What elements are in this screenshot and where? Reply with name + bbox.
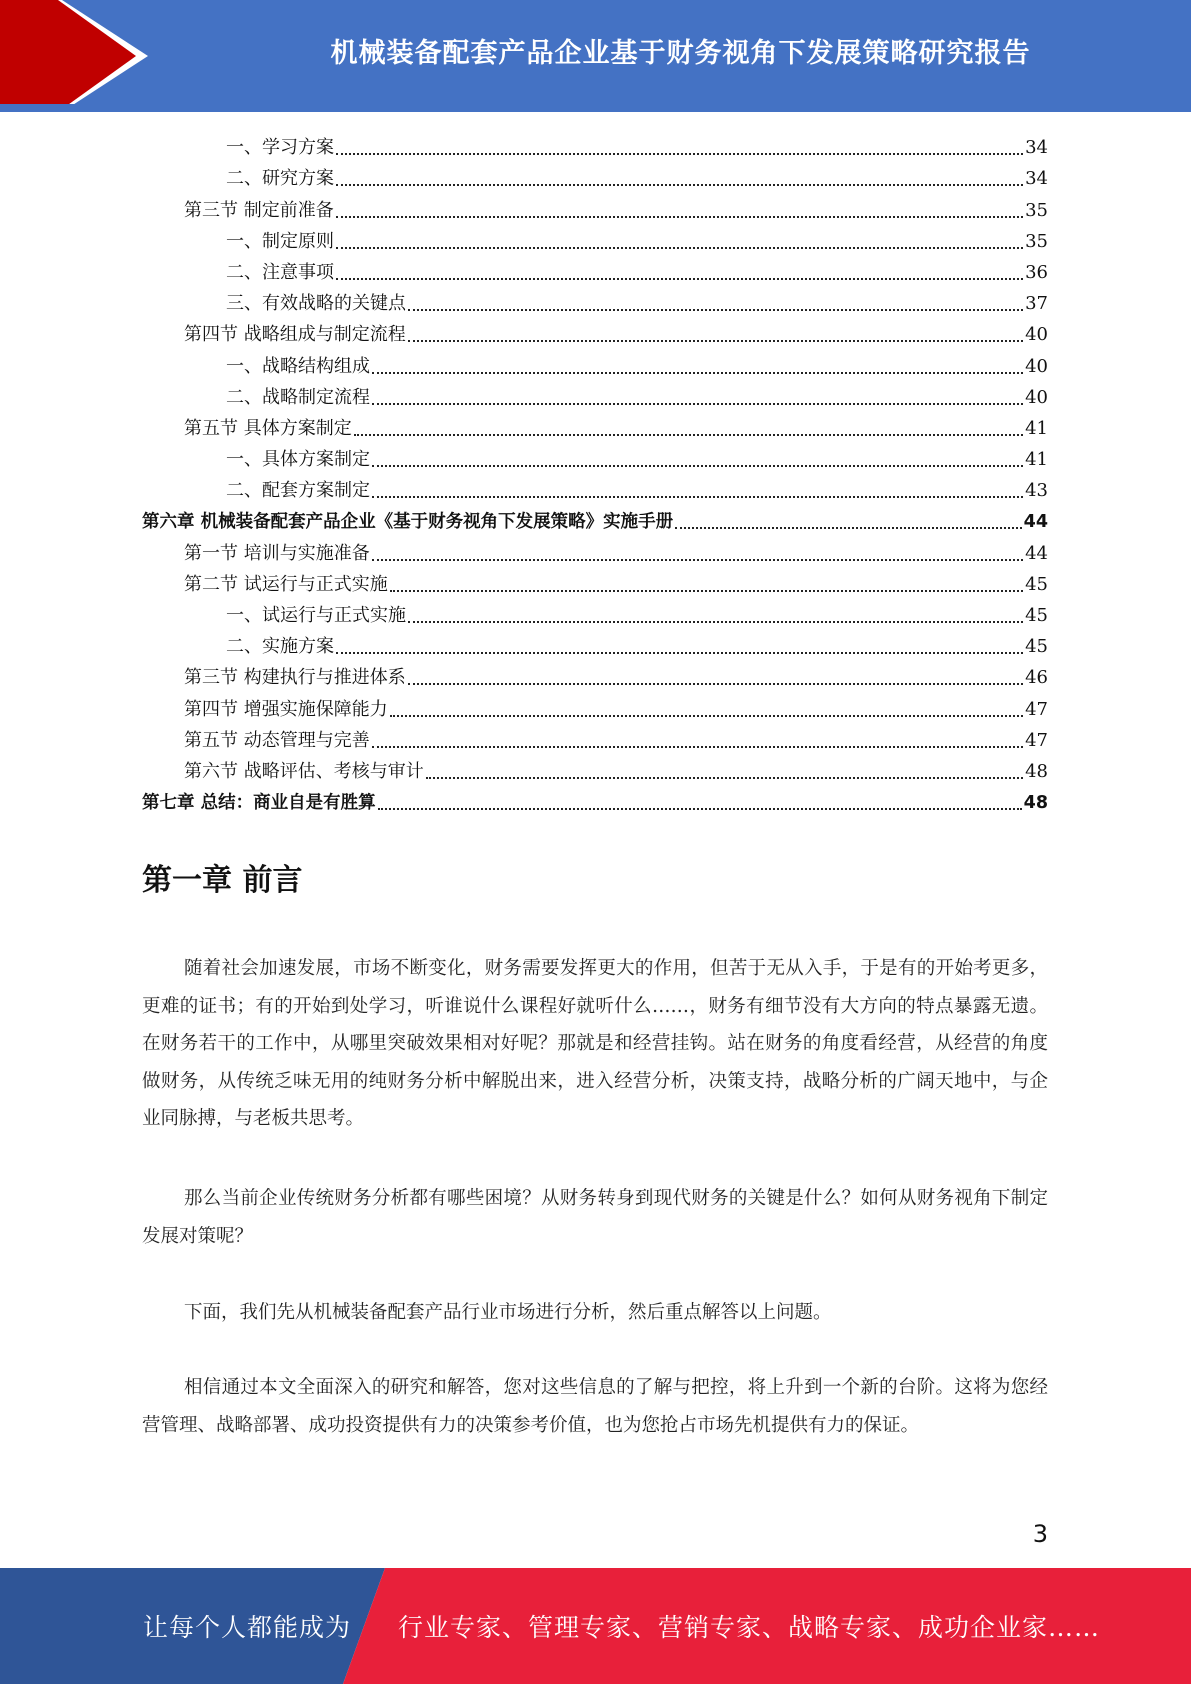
toc-dot-leader [426,777,1023,779]
header-title: 机械装备配套产品企业基于财务视角下发展策略研究报告 [330,37,1031,69]
toc-dot-leader [372,403,1023,405]
toc-entry-title: 一、制定原则 [226,230,334,252]
toc-entry-page: 47 [1025,729,1048,751]
header-banner [0,0,1191,112]
toc-entry-page: 36 [1025,261,1048,283]
footer-banner [0,1568,1191,1684]
body-paragraph: 下面，我们先从机械装备配套产品行业市场进行分析，然后重点解答以上问题。 [184,1302,832,1323]
toc-dot-leader [336,216,1023,218]
toc-entry-title: 第一节 培训与实施准备 [184,542,370,564]
toc-entry[interactable] [142,315,1048,346]
footer-slogan-right: 行业专家、管理专家、营销专家、战略专家、成功企业家…… [398,1613,1101,1642]
toc-entry-title: 二、注意事项 [226,261,334,283]
toc-entry[interactable] [142,689,1048,720]
toc-entry[interactable] [142,471,1048,502]
toc-entry-title: 二、战略制定流程 [226,386,370,408]
body-paragraph: 随着社会加速发展，市场不断变化，财务需要发挥更大的作用，但苦于无从入手，于是有的开始考更多，更难的证书；有的开始到处学习，听谁说什么课程好就听什么……，财务有细节没有大方向的特点暴露无遗。在财务若干的工作中，从哪里突破效果相对好呢？那就是和经营挂钩。站在财务的角度看经营，从经营的角度做财务，从传统乏味无用的纯财务分析中解脱出来，进入经营分析，决策支持，战略分析的广阔天地中，与企业同脉搏，与老板共思考。 [142,958,1048,1129]
toc-entry-page: 41 [1025,417,1048,439]
toc-entry[interactable] [142,627,1048,658]
toc-entry-title: 第四节 增强实施保障能力 [184,698,388,720]
toc-entry-page: 40 [1025,324,1048,346]
toc-dot-leader [336,153,1023,155]
toc-entry[interactable] [142,159,1048,190]
toc-entry-title: 第六节 战略评估、考核与审计 [184,760,424,782]
toc-entry[interactable] [142,346,1048,377]
toc-dot-leader [408,309,1023,311]
toc-entry-title: 第六章 机械装备配套产品企业《基于财务视角下发展策略》实施手册 [142,512,674,533]
toc-entry[interactable] [142,378,1048,409]
table-of-contents [142,128,1048,814]
page-number: 3 [1032,1520,1048,1548]
toc-entry-title: 一、学习方案 [226,137,334,159]
body-paragraph: 那么当前企业传统财务分析都有哪些困境？从财务转身到现代财务的关键是什么？如何从财务视角下制定发展对策呢？ [142,1188,1048,1247]
toc-entry-page: 45 [1025,573,1048,595]
toc-entry-title: 二、研究方案 [226,168,334,190]
toc-dot-leader [354,434,1023,436]
toc-entry[interactable] [142,721,1048,752]
toc-entry-page: 40 [1025,355,1048,377]
toc-entry-title: 第五节 动态管理与完善 [184,729,370,751]
toc-entry[interactable] [142,783,1048,814]
toc-entry[interactable] [142,502,1048,533]
toc-entry[interactable] [142,222,1048,253]
toc-entry[interactable] [142,596,1048,627]
toc-dot-leader [390,715,1023,717]
toc-entry-page: 41 [1025,449,1048,471]
toc-entry-page: 35 [1025,230,1048,252]
toc-dot-leader [675,527,1022,529]
header-chevron-icon [0,0,160,112]
toc-entry-title: 第四节 战略组成与制定流程 [184,324,406,346]
toc-entry-page: 46 [1025,667,1048,689]
toc-dot-leader [336,247,1023,249]
toc-entry-page: 44 [1023,512,1048,533]
toc-entry[interactable] [142,565,1048,596]
toc-entry-page: 45 [1025,636,1048,658]
toc-entry-title: 二、配套方案制定 [226,480,370,502]
toc-entry-page: 37 [1025,293,1048,315]
toc-entry-page: 43 [1025,480,1048,502]
toc-entry-page: 45 [1025,605,1048,626]
toc-entry-title: 第三节 制定前准备 [184,199,334,221]
body-paragraph: 相信通过本文全面深入的研究和解答，您对这些信息的了解与把控，将上升到一个新的台阶。这将为您经营管理、战略部署、成功投资提供有力的决策参考价值，也为您抢占市场先机提供有力的保证。 [142,1377,1048,1436]
toc-dot-leader [336,278,1023,280]
toc-entry-title: 第二节 试运行与正式实施 [184,573,388,595]
toc-entry-page: 34 [1025,137,1048,159]
toc-dot-leader [378,808,1022,810]
toc-entry-page: 47 [1025,698,1048,720]
toc-entry-page: 44 [1025,542,1048,564]
toc-entry-title: 一、具体方案制定 [226,449,370,471]
toc-entry[interactable] [142,190,1048,221]
toc-dot-leader [372,372,1023,374]
toc-entry[interactable] [142,128,1048,159]
toc-entry[interactable] [142,752,1048,783]
toc-dot-leader [372,465,1023,467]
toc-entry[interactable] [142,533,1048,564]
toc-entry-title: 三、有效战略的关键点 [226,293,406,315]
toc-entry[interactable] [142,284,1048,315]
chapter-title: 第一章 前言 [142,863,303,898]
footer-slogan-left: 让每个人都能成为 [143,1613,352,1642]
toc-dot-leader [372,559,1023,561]
toc-dot-leader [390,590,1023,592]
toc-dot-leader [372,496,1023,498]
toc-entry[interactable] [142,658,1048,689]
toc-dot-leader [408,621,1023,623]
toc-entry-page: 40 [1025,386,1048,408]
toc-dot-leader [408,683,1023,685]
toc-dot-leader [408,340,1023,342]
toc-entry-page: 35 [1025,199,1048,221]
toc-entry[interactable] [142,253,1048,284]
toc-entry-title: 二、实施方案 [226,636,334,658]
toc-entry-page: 48 [1025,760,1048,782]
toc-entry[interactable] [142,440,1048,471]
toc-entry-title: 第七章 总结：商业自是有胜算 [142,793,376,814]
toc-dot-leader [336,652,1023,654]
toc-entry-title: 一、战略结构组成 [226,355,370,377]
toc-entry[interactable] [142,409,1048,440]
toc-dot-leader [372,746,1023,748]
toc-entry-title: 一、试运行与正式实施 [226,605,406,626]
toc-entry-page: 34 [1025,168,1048,190]
toc-dot-leader [336,184,1023,186]
toc-entry-title: 第五节 具体方案制定 [184,417,352,439]
toc-entry-title: 第三节 构建执行与推进体系 [184,667,406,689]
toc-entry-page: 48 [1023,793,1048,814]
